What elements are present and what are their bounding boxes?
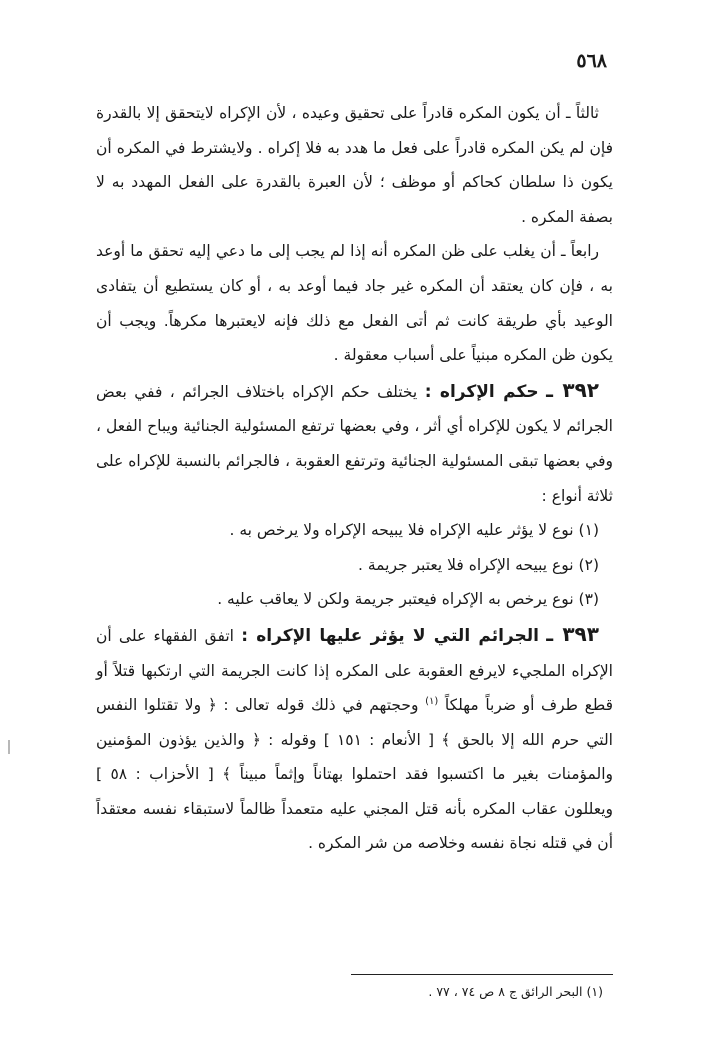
footnote-divider xyxy=(351,974,613,975)
list-item-3: (٣) نوع يرخص به الإكراه فيعتبر جريمة ولكن لا يعاقب عليه . xyxy=(217,590,599,609)
paragraph-condition-third: ثالثاً ـ أن يكون المكره قادراً على تحقيق وعيده ، لأن الإكراه لايتحقق إلا بالقدرة فإن لم يكن المكره قادراً على فعل ما هدد به فلا إكراه . ولايشترط في المكره أن يكون ذا سلطان كحاكم أو موظف ؛ لأن العبرة بالقدرة على الفعل المهدد به لا بصفة المكره . xyxy=(96,104,613,226)
list-item-2: (٢) نوع يبيحه الإكراه فلا يعتبر جريمة . xyxy=(358,555,599,574)
section-393-number: ٣٩٣ ـ xyxy=(546,621,599,646)
margin-mark xyxy=(8,740,10,754)
list-item-1: (١) نوع لا يؤثر عليه الإكراه فلا يبيحه الإكراه ولا يرخص به . xyxy=(229,521,599,540)
body-text xyxy=(96,96,613,861)
section-393-text-b: وحجتهم في ذلك قوله تعالى : ﴿ ولا تقتلوا النفس التي حرم الله إلا بالحق ﴾ [ الأنعام : ١٥١ ] وقوله : ﴿ والذين يؤذون المؤمنين والمؤمنات بغير ما اكتسبوا فقد احتملوا بهتاناً وإثماً مبيناً ﴾ [ الأحزاب : ٥٨ ] ويعللون عقاب المكره بأنه قتل المجني عليه متعمداً ظالماً لاستبقاء نفسه معتقداً أن في قتله نجاة نفسه وخلاصه من شر المكره . xyxy=(96,696,613,853)
section-392-text: يختلف حكم الإكراه باختلاف الجرائم ، ففي بعض الجرائم لا يكون للإكراه أي أثر ، وفي بعضها ترتفع المسئولية الجنائية ويباح الفعل ، وفي بعضها تبقى المسئولية الجنائية وترتفع العقوبة ، فالجرائم بالنسبة للإكراه على ثلاثة أنواع : xyxy=(96,382,613,505)
section-392-heading: حكم الإكراه : xyxy=(424,381,539,402)
section-392-number: ٣٩٢ ـ xyxy=(546,377,599,402)
section-393-text-a: اتفق الفقهاء على أن الإكراه الملجيء لايرفع العقوبة على المكره إذا كانت الجريمة التي ارتكبها قتلاً أو قطع طرف أو ضرباً مهلكاً xyxy=(96,626,613,715)
footnote-marker: (١) xyxy=(425,695,439,707)
section-392 xyxy=(96,373,613,513)
section-393-heading: الجرائم التي لا يؤثر عليها الإكراه : xyxy=(241,625,539,646)
section-393 xyxy=(96,617,613,861)
page-number: ٥٦٨ xyxy=(576,50,607,72)
footnote: (١) البحر الرائق ج ٨ ص ٧٤ ، ٧٧ . xyxy=(428,984,603,999)
paragraph-condition-fourth: رابعاً ـ أن يغلب على ظن المكره أنه إذا لم يجب إلى ما دعي إليه تحقق ما أوعد به ، فإن كان يعتقد أن المكره غير جاد فيما أوعد به ، أو كان يستطيع أن يتفادى الوعيد بأي طريقة كانت ثم أتى الفعل مع ذلك فإنه لايعتبرها مكرهاً. ويجب أن يكون ظن المكره مبنياً على أسباب معقولة . xyxy=(96,242,613,365)
